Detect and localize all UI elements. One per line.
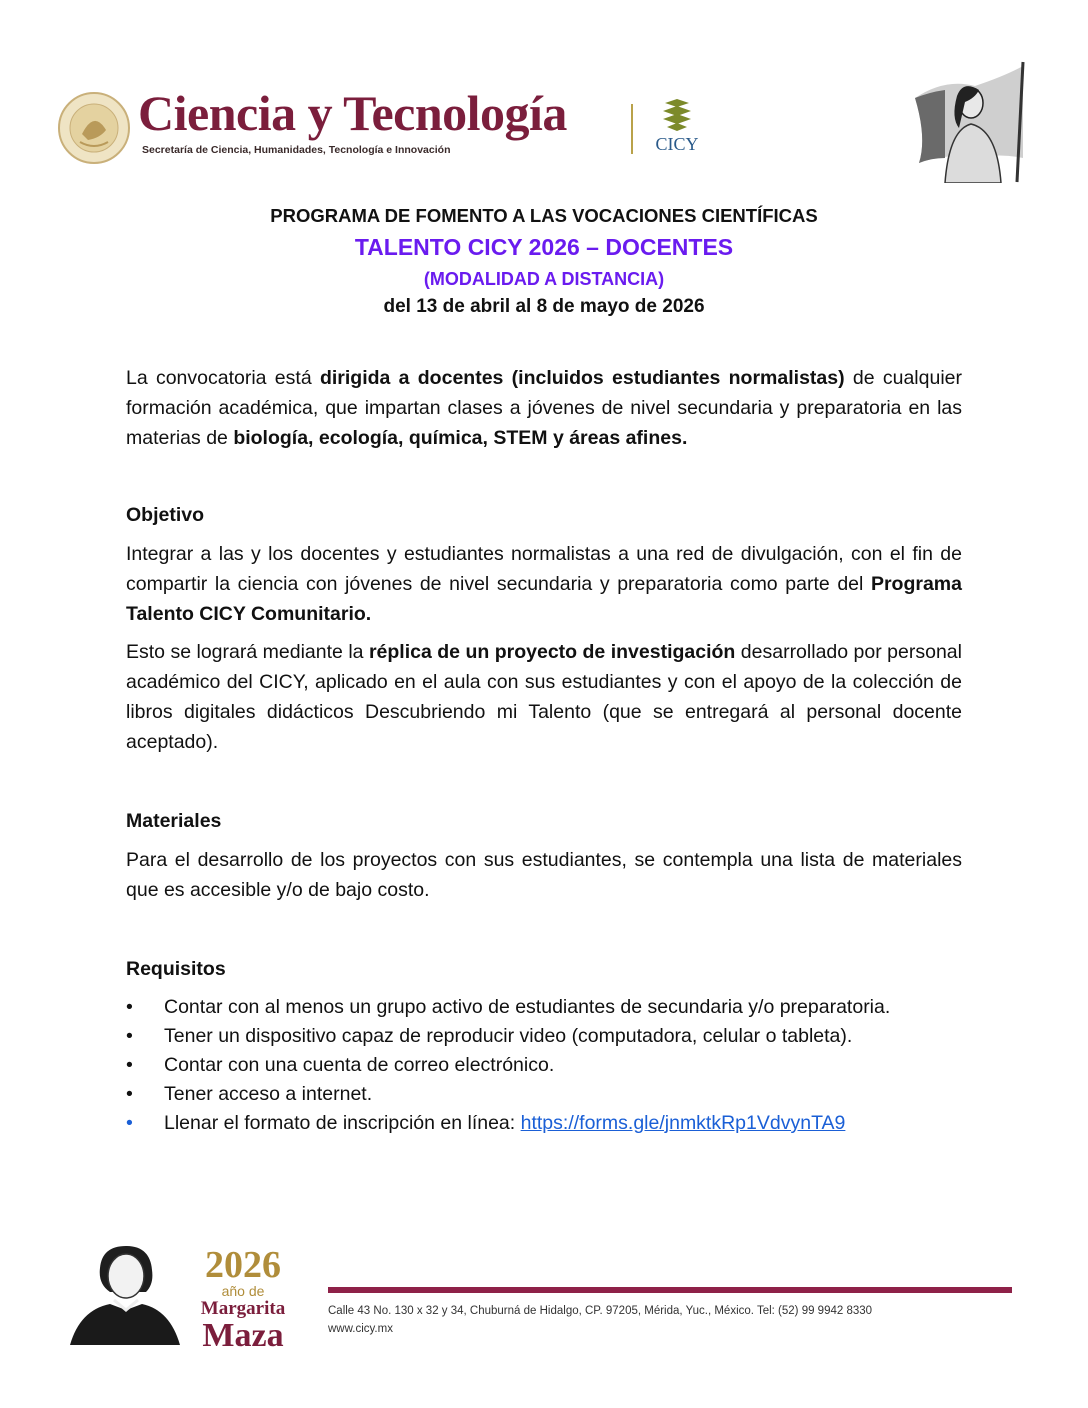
brand-title: Ciencia y Tecnología <box>138 85 567 141</box>
bullet-icon <box>126 1022 136 1051</box>
requirement-text: Tener acceso a internet. <box>164 1083 373 1105</box>
bullet-icon <box>126 993 136 1022</box>
list-item <box>126 1080 986 1109</box>
requirement-text: Contar con una cuenta de correo electrónico. <box>164 1054 555 1076</box>
logo-divider <box>631 104 633 154</box>
objetivo-bold-replica: réplica de un proyecto de investigación <box>368 641 736 663</box>
intro-paragraph <box>126 363 962 453</box>
requirement-text: Tener un dispositivo capaz de reproducir video (computadora, celular o tableta). <box>164 1025 853 1047</box>
section-heading-requisitos: Requisitos <box>126 958 226 980</box>
requirement-text: Llenar el formato de inscripción en línea: <box>164 1112 521 1134</box>
program-title: PROGRAMA DE FOMENTO A LAS VOCACIONES CIENTÍFICAS <box>270 205 818 226</box>
objetivo-text: desarrollado por personal académico del CICY, aplicado en el aula con sus estudiantes y con el apoyo de la colección de libros digitales didácticos Descubriendo mi Talento (que se entregará al personal docente aceptado). <box>126 641 962 753</box>
cicy-logo-text: CICY <box>655 134 699 154</box>
bullet-icon <box>126 1051 136 1080</box>
intro-bold-subjects: biología, ecología, química, STEM y áreas afines. <box>233 427 688 449</box>
intro-text: de cualquier formación académica, que impartan clases a jóvenes de nivel secundaria y preparatoria en las materias de <box>126 367 962 449</box>
commemorative-lettering <box>188 1246 298 1353</box>
commemorative-maza: Maza <box>202 1317 284 1354</box>
list-item <box>126 1022 986 1051</box>
list-item <box>126 1109 986 1138</box>
list-item <box>126 1051 986 1080</box>
margarita-maza-portrait-icon <box>70 1240 180 1345</box>
requirement-text: Contar con al menos un grupo activo de estudiantes de secundaria y/o preparatoria. <box>164 996 891 1018</box>
title-block <box>0 203 1088 321</box>
footer-contact <box>328 1302 872 1338</box>
bullet-icon <box>126 1080 136 1109</box>
date-range: del 13 de abril al 8 de mayo de 2026 <box>383 296 705 317</box>
intro-bold-audience: dirigida a docentes (incluidos estudiantes normalistas) <box>319 367 845 389</box>
footer-address: Calle 43 No. 130 x 32 y 34, Chuburná de Hidalgo, CP. 97205, Mérida, Yuc., México. Tel: (52) 99 9942 8330 <box>328 1305 873 1317</box>
call-title: TALENTO CICY 2026 – DOCENTES <box>354 234 734 260</box>
list-item <box>126 993 986 1022</box>
brand-subtitle: Secretaría de Ciencia, Humanidades, Tecnología e Innovación <box>142 144 451 156</box>
modality-subtitle: (MODALIDAD A DISTANCIA) <box>423 269 665 289</box>
requirements-list <box>126 993 986 1138</box>
main-content <box>126 363 962 1138</box>
commemorative-margarita: Margarita <box>200 1298 286 1319</box>
objetivo-text: Esto se logrará mediante la <box>126 641 369 663</box>
materiales-paragraph: Para el desarrollo de los proyectos con sus estudiantes, se contempla una lista de materiales que es accesible y/o de bajo costo. <box>126 849 962 901</box>
section-heading-objetivo: Objetivo <box>126 504 205 526</box>
commemorative-ano-de: año de <box>221 1283 265 1299</box>
intro-text: La convocatoria está <box>126 367 320 389</box>
objetivo-bold-program: Programa Talento CICY Comunitario. <box>126 573 962 625</box>
registration-form-link[interactable]: https://forms.gle/jnmktkRp1VdvynTA9 <box>520 1112 846 1134</box>
footer-divider-bar <box>328 1287 1012 1293</box>
cicy-pinecone-logo-icon <box>657 98 697 134</box>
objetivo-paragraph-1 <box>126 539 962 629</box>
commemorative-year: 2026 <box>205 1244 281 1286</box>
cicy-logo <box>648 98 706 154</box>
bullet-icon <box>126 1109 136 1138</box>
coat-of-arms-seal-icon <box>56 90 132 166</box>
footer-website: www.cicy.mx <box>328 1323 393 1335</box>
section-heading-materiales: Materiales <box>126 810 222 832</box>
heroine-with-flag-illustration-icon <box>905 58 1030 183</box>
objetivo-paragraph-2 <box>126 637 962 757</box>
objetivo-text: Integrar a las y los docentes y estudiantes normalistas a una red de divulgación, con el fin de compartir la ciencia con jóvenes de nivel secundaria y preparatoria como parte del <box>126 543 962 595</box>
